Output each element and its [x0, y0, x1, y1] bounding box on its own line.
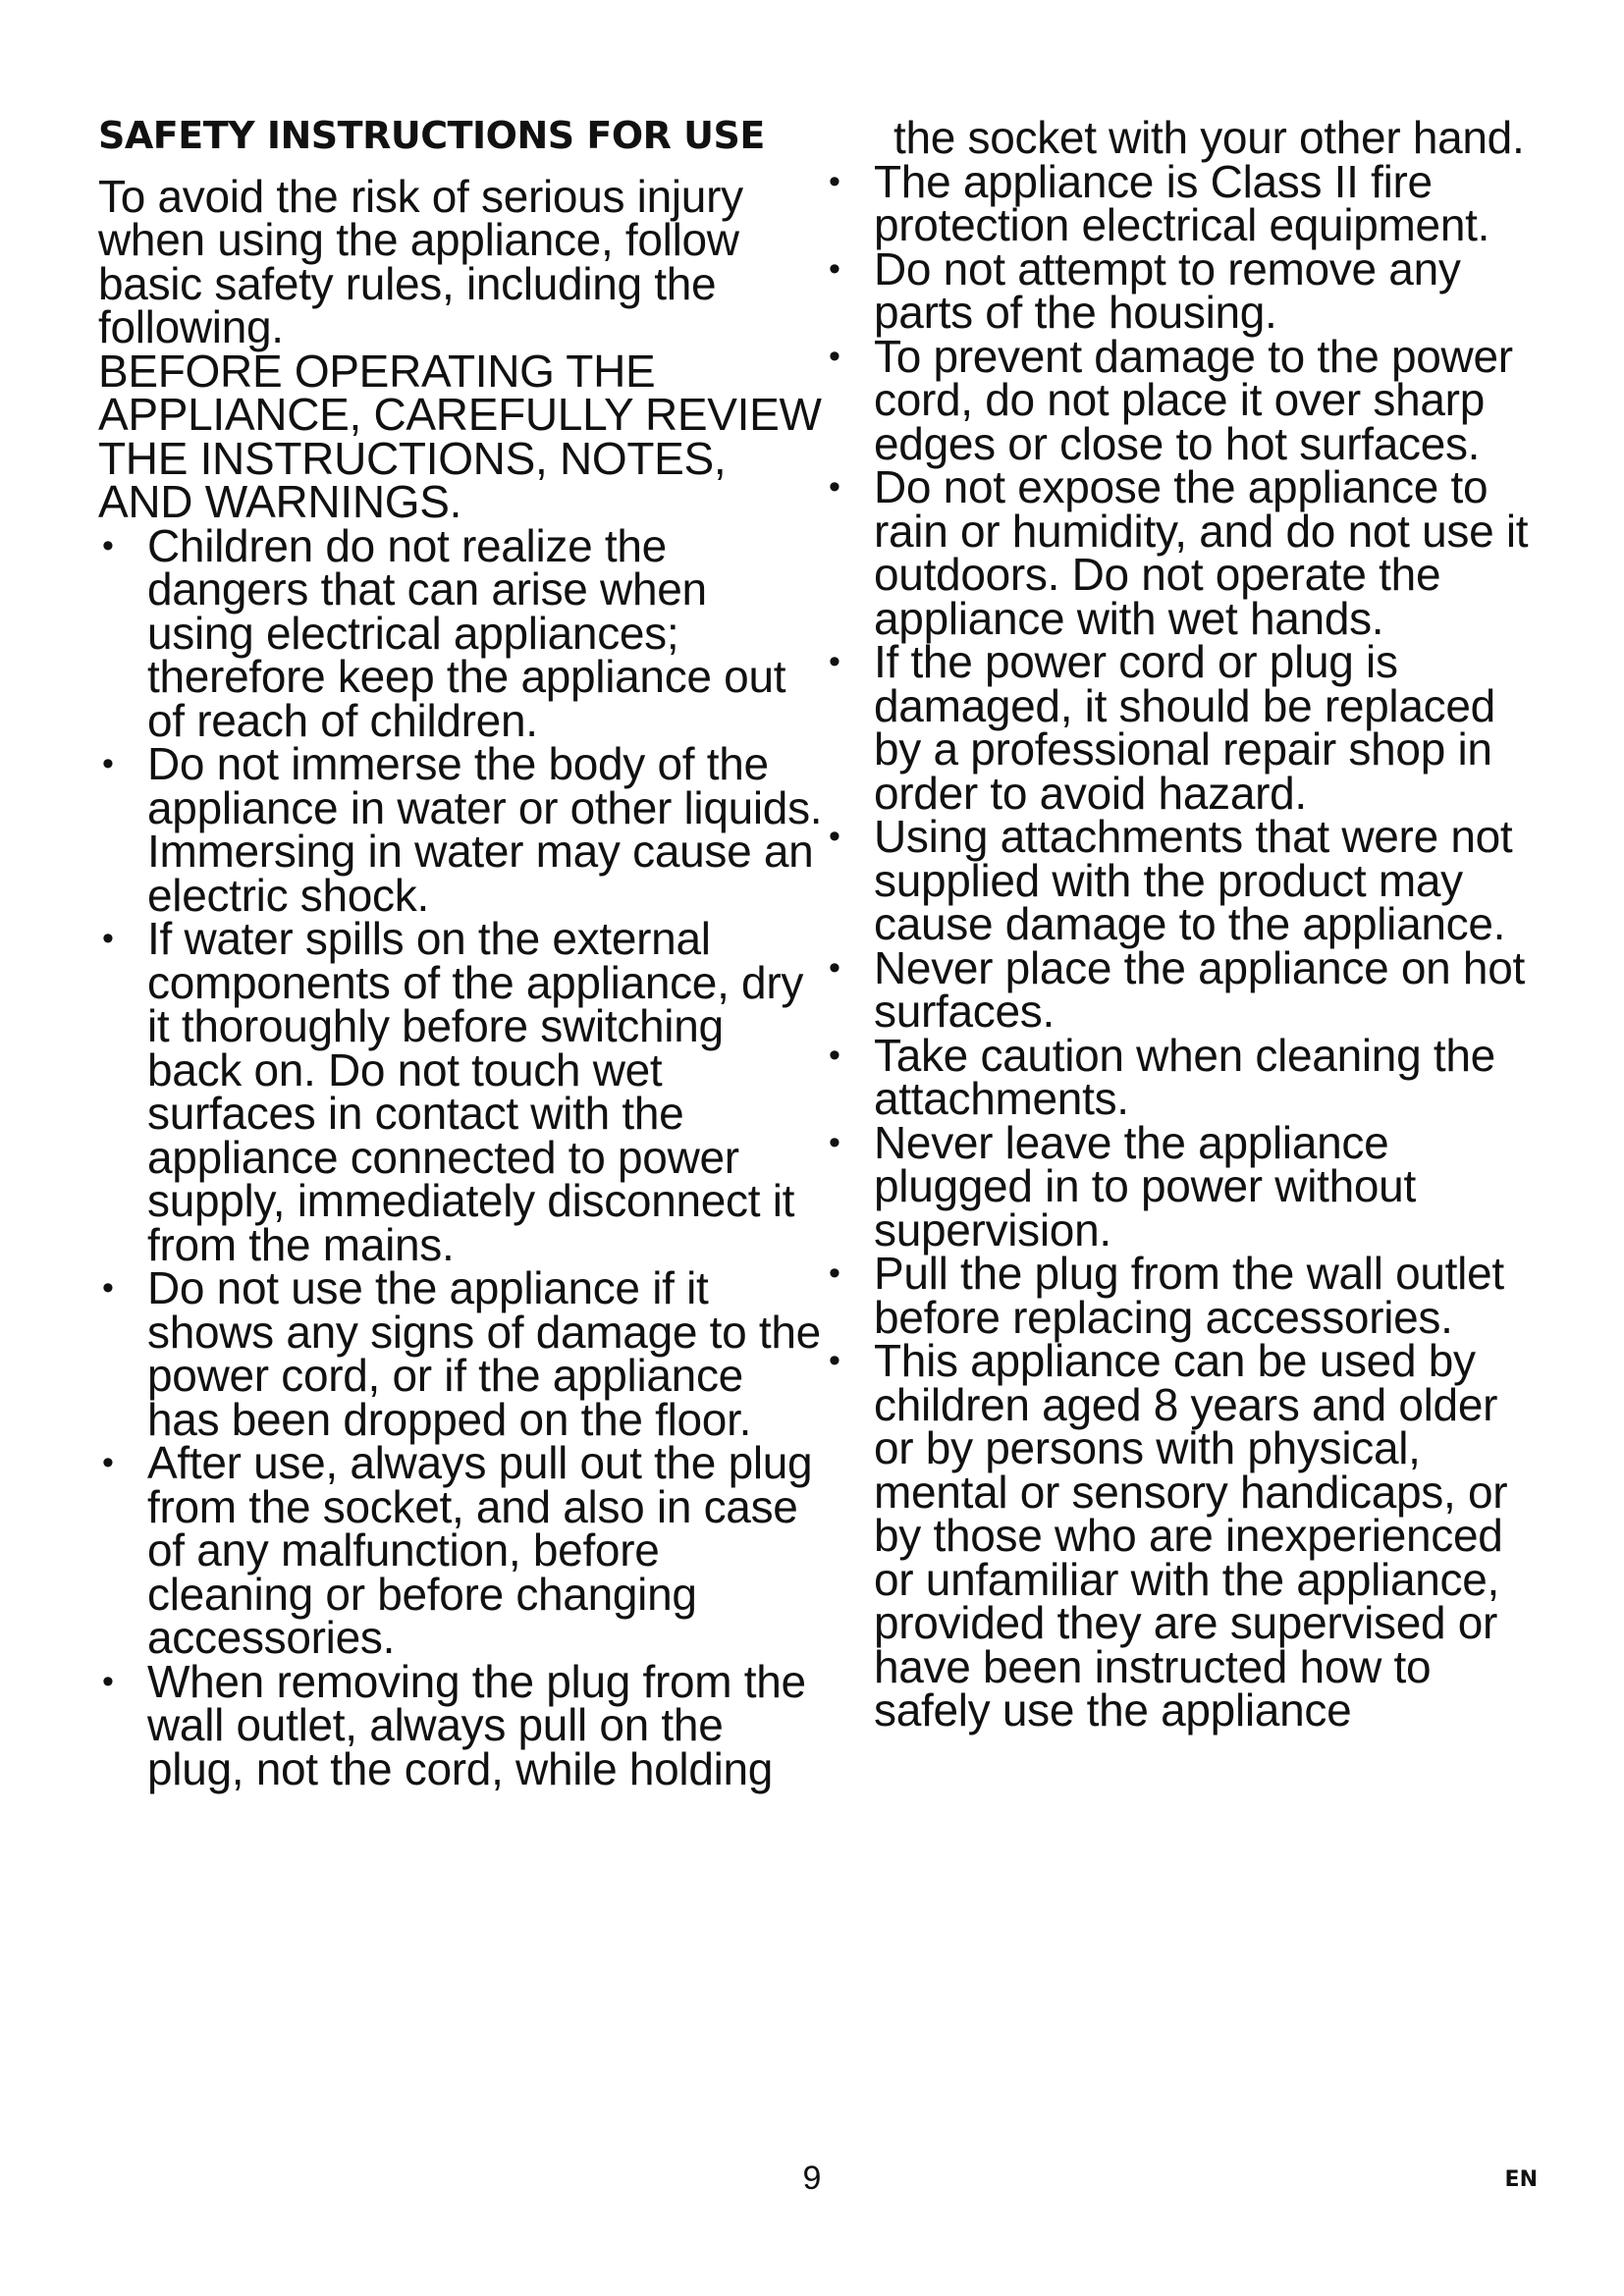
language-code: EN [1504, 2167, 1538, 2192]
list-item [98, 1262, 825, 1445]
list-item-text: If the power cord or plug is damaged, it should be replaced by a professional repair shop in order to avoid hazard. [874, 636, 1495, 819]
bullet-icon: • [829, 1123, 840, 1161]
bullet-icon: • [102, 920, 114, 958]
list-item-text: After use, always pull out the plug from the socket, and also in case of any malfunction, before cleaning or before changing accessories. [147, 1437, 813, 1664]
bullet-icon: • [829, 1255, 840, 1292]
list-item [825, 242, 1542, 338]
list-item [98, 913, 825, 1270]
bullet-icon: • [829, 468, 840, 506]
list-item [825, 636, 1542, 819]
list-item-text: Do not expose the appliance to rain or humidity, and do not use it outdoors. Do not operate the appliance with wet hands. [874, 461, 1529, 644]
list-item [825, 461, 1542, 644]
list-item-text: Never leave the appliance plugged in to power without supervision. [874, 1116, 1416, 1255]
right-bullet-list [825, 155, 1542, 1735]
list-item-text: To prevent damage to the power cord, do not place it over sharp edges or close to hot surfaces. [874, 330, 1513, 469]
list-item-text: If water spills on the external components of the appliance, dry it thoroughly before switching back on. Do not touch wet surfaces in contact with the appliance connected to power supply, immediately disconnect it from the mains. [147, 913, 804, 1270]
intro-paragraph: To avoid the risk of serious injury when using the appliance, follow basic safety rules, including the following. [98, 170, 743, 353]
continued-text: the socket with your other hand. [893, 112, 1525, 163]
list-item [98, 1437, 825, 1664]
bullet-icon: • [829, 162, 840, 200]
list-item [825, 1116, 1542, 1255]
list-item [98, 738, 825, 921]
caps-warning: BEFORE OPERATING THE APPLIANCE, CAREFULLY REVIEW THE INSTRUCTIONS, NOTES, AND WARNINGS. [98, 345, 822, 528]
list-item-text: Pull the plug from the wall outlet before replacing accessories. [874, 1248, 1504, 1343]
list-item [825, 941, 1542, 1037]
bullet-icon: • [102, 526, 114, 564]
list-item [825, 811, 1542, 949]
list-item [825, 155, 1542, 250]
list-item [825, 330, 1542, 469]
list-item-text: Do not use the appliance if it shows any signs of damage to the power cord, or if the appliance has been dropped on the floor. [147, 1262, 821, 1445]
list-item-text: Do not attempt to remove any parts of the housing. [874, 242, 1461, 338]
right-column [825, 112, 1542, 1735]
list-item [825, 1029, 1542, 1124]
list-item [98, 1655, 825, 1794]
list-item-text: When removing the plug from the wall outlet, always pull on the plug, not the cord, while holding [147, 1655, 806, 1794]
left-bullet-list [98, 519, 825, 1794]
list-item-text: The appliance is Class II fire protection electrical equipment. [874, 155, 1490, 250]
list-item [825, 1335, 1542, 1735]
bullet-icon: • [829, 643, 840, 680]
section-heading: SAFETY INSTRUCTIONS FOR USE [98, 114, 765, 157]
bullet-icon: • [829, 249, 840, 288]
list-item-text: Do not immerse the body of the appliance in water or other liquids. Immersing in water may cause an electric shock. [147, 738, 823, 921]
bullet-icon: • [829, 948, 840, 987]
bullet-icon: • [102, 1662, 114, 1700]
bullet-icon: • [102, 1444, 114, 1482]
bullet-icon: • [829, 1036, 840, 1074]
page-number: 9 [802, 2160, 822, 2197]
list-item [825, 1248, 1542, 1343]
list-item-text: Never place the appliance on hot surfaces. [874, 941, 1525, 1037]
bullet-icon: • [829, 337, 840, 375]
bullet-icon: • [829, 1342, 840, 1379]
bullet-icon: • [102, 745, 114, 783]
list-item-text: Using attachments that were not supplied with the product may cause damage to the appliance. [874, 811, 1513, 949]
bullet-icon: • [102, 1269, 114, 1308]
bullet-icon: • [829, 818, 840, 855]
list-item-text: This appliance can be used by children aged 8 years and older or by persons with physical, mental or sensory handicaps, or by those who are inexperienced or unfamiliar with the appliance, provided they are supervised or have been instructed how to safely use the appliance [874, 1335, 1508, 1735]
list-item-text: Take caution when cleaning the attachments. [874, 1029, 1495, 1124]
list-item-text: Children do not realize the dangers that can arise when using electrical appliances; therefore keep the appliance out of reach of children. [147, 519, 786, 746]
list-item [98, 519, 825, 746]
left-column [98, 114, 825, 1794]
